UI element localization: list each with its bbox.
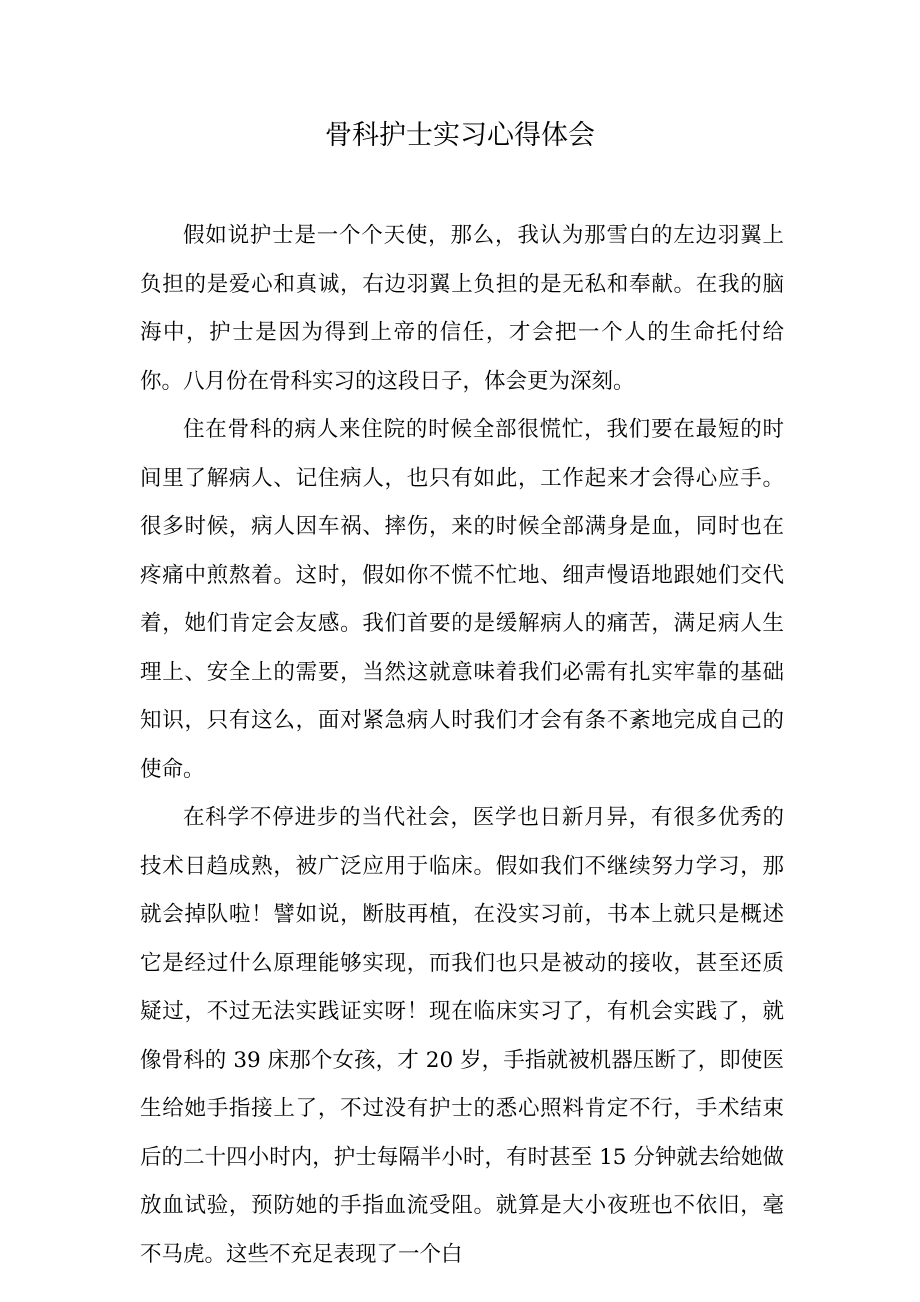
paragraph-1: 假如说护士是一个个天使，那么，我认为那雪白的左边羽翼上负担的是爱心和真诚，右边羽翼上负担的是无私和奉献。在我的脑海中，护士是因为得到上帝的信任，才会把一个人的生命托付给你。八月份在骨科实习的这段日子，体会更为深刻。 xyxy=(140,223,784,394)
paragraph-3: 在科学不停进步的当代社会，医学也日新月异，有很多优秀的技术日趋成熟，被广泛应用于临床。假如我们不继续努力学习，那就会掉队啦！譬如说，断肢再植，在没实习前，书本上就只是概述它是经过什么原理能够实现，而我们也只是被动的接收，甚至还质疑过，不过无法实践证实呀！现在临床实习了，有机会实践了，就像骨科的 39 床那个女孩，才 20 岁，手指就被机器压断了，即使医生给她手指接上了，不过没有护士的悉心照料肯定不行，手术结束后的二十四小时内，护士每隔半小时，有时甚至 15 分钟就去给她做放血试验，预防她的手指血流受阻。就算是大小夜班也不依旧，毫不马虎。这些不充足表现了一个白 xyxy=(140,805,784,1267)
page-title: 骨科护士实习心得体会 xyxy=(325,120,595,151)
document-body xyxy=(140,212,784,1279)
paragraph-2: 住在骨科的病人来住院的时候全部很慌忙，我们要在最短的时间里了解病人、记住病人，也只有如此，工作起来才会得心应手。很多时候，病人因车祸、摔伤，来的时候全部满身是血，同时也在疼痛中煎熬着。这时，假如你不慌不忙地、细声慢语地跟她们交代着，她们肯定会友感。我们首要的是缓解病人的痛苦，满足病人生理上、安全上的需要，当然这就意味着我们必需有扎实牢靠的基础知识，只有这么，面对紧急病人时我们才会有条不紊地完成自己的使命。 xyxy=(140,417,784,782)
